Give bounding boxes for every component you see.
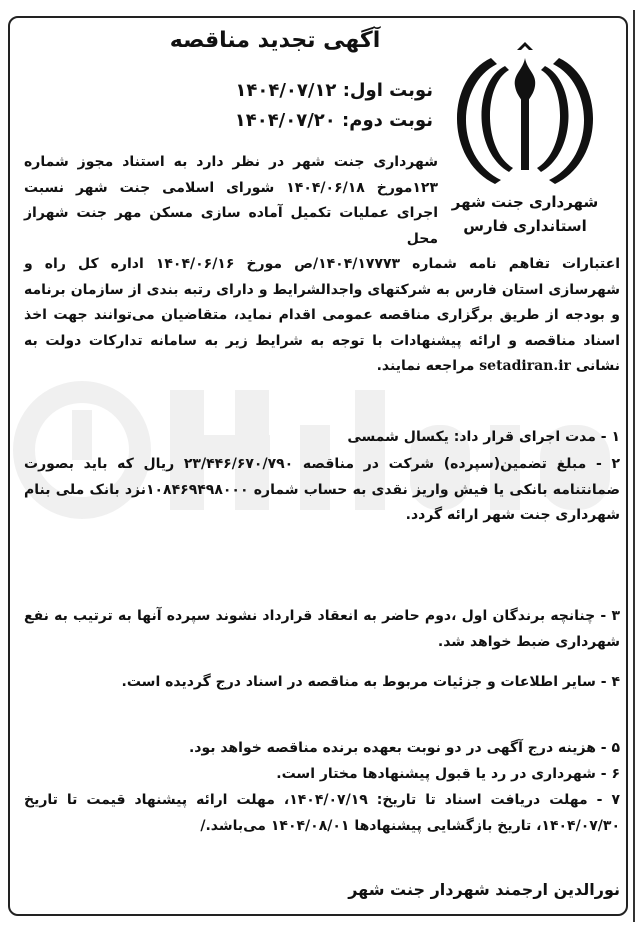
condition-item: ۶ - شهرداری در رد یا قبول پیشنهادها مختار است. [276,766,620,782]
first-round-date: نوبت اول: ۱۴۰۴/۰۷/۱۲ [235,80,433,101]
condition-item: ۱ - مدت اجرای قرار داد: یکسال شمسی [347,429,620,445]
notice-title: آگهی تجدید مناقصه [169,28,381,53]
condition-item: ۵ - هزینه درج آگهی در دو نوبت بعهده برنده مناقصه خواهد بود. [188,740,620,756]
second-round-date: نوبت دوم: ۱۴۰۴/۰۷/۲۰ [234,110,433,131]
org-name: شهرداری جنت شهر [451,193,599,211]
website-link[interactable]: setadiran.ir [479,358,571,374]
main-paragraph [24,252,620,380]
condition-item: ۴ - سایر اطلاعات و جزئیات مربوط به مناقصه در اسناد درج گردیده است. [121,674,620,690]
condition-item: ۷ - مهلت دریافت اسناد تا تاریخ: ۱۴۰۴/۰۷/۱۹، مهلت ارائه پیشنهاد قیمت تا تاریخ ۱۴۰۴/۰۷/۳۰، تاریخ بازگشایی پیشنهادها ۱۴۰۴/۰۸/۰۱ می‌باشد./ [24,792,620,834]
main-paragraph-end: مراجعه نمایند. [376,358,480,374]
signature: نورالدین ارجمند شهردار جنت شهر [348,880,620,899]
municipality-emblem [440,40,610,270]
condition-item: ۲ - مبلغ تضمین(سپرده) شرکت در مناقصه ۲۳/۴۴۶/۶۷۰/۷۹۰ ریال که باید بصورت ضمانتنامه بانکی یا فیش واریز نقدی به حساب شماره ۱۰۸۴۶۹۴۹۸۰۰۰نزد بانک ملی بنام شهرداری جنت شهر ارائه گردد. [24,456,620,523]
iran-emblem-icon [455,40,595,190]
main-paragraph-text: اعتبارات تفاهم نامه شماره ۱۴۰۴/۱۷۷۷۳/ص مورخ ۱۴۰۴/۰۶/۱۶ اداره کل راه و شهرسازی استان فارس به شرکتهای واجدالشرایط و دارای رتبه بندی از سازمان برنامه و بودجه از طریق برگزاری مناقصه عمومی اقدام نماید، متقاضیان می‌توانند جهت اخذ اسناد مناقصه و ارائه پیشنهادات با توجه به شرایط زیر به سامانه تدارکات دولت به نشانی [24,256,621,374]
condition-item: ۳ - چنانچه برندگان اول ،دوم حاضر به انعقاد قرارداد نشوند سپرده آنها به ترتیب به نفع شهرداری ضبط خواهد شد. [24,608,620,650]
org-province: استانداری فارس [463,217,587,235]
intro-paragraph: شهرداری جنت شهر در نظر دارد به استناد مجوز شماره ۱۲۳مورخ ۱۴۰۴/۰۶/۱۸ شورای اسلامی جنت شهر نسبت اجرای عملیات تکمیل آماده سازی مسکن مهر جنت شهراز محل [24,154,438,247]
scan-edge [633,10,641,922]
